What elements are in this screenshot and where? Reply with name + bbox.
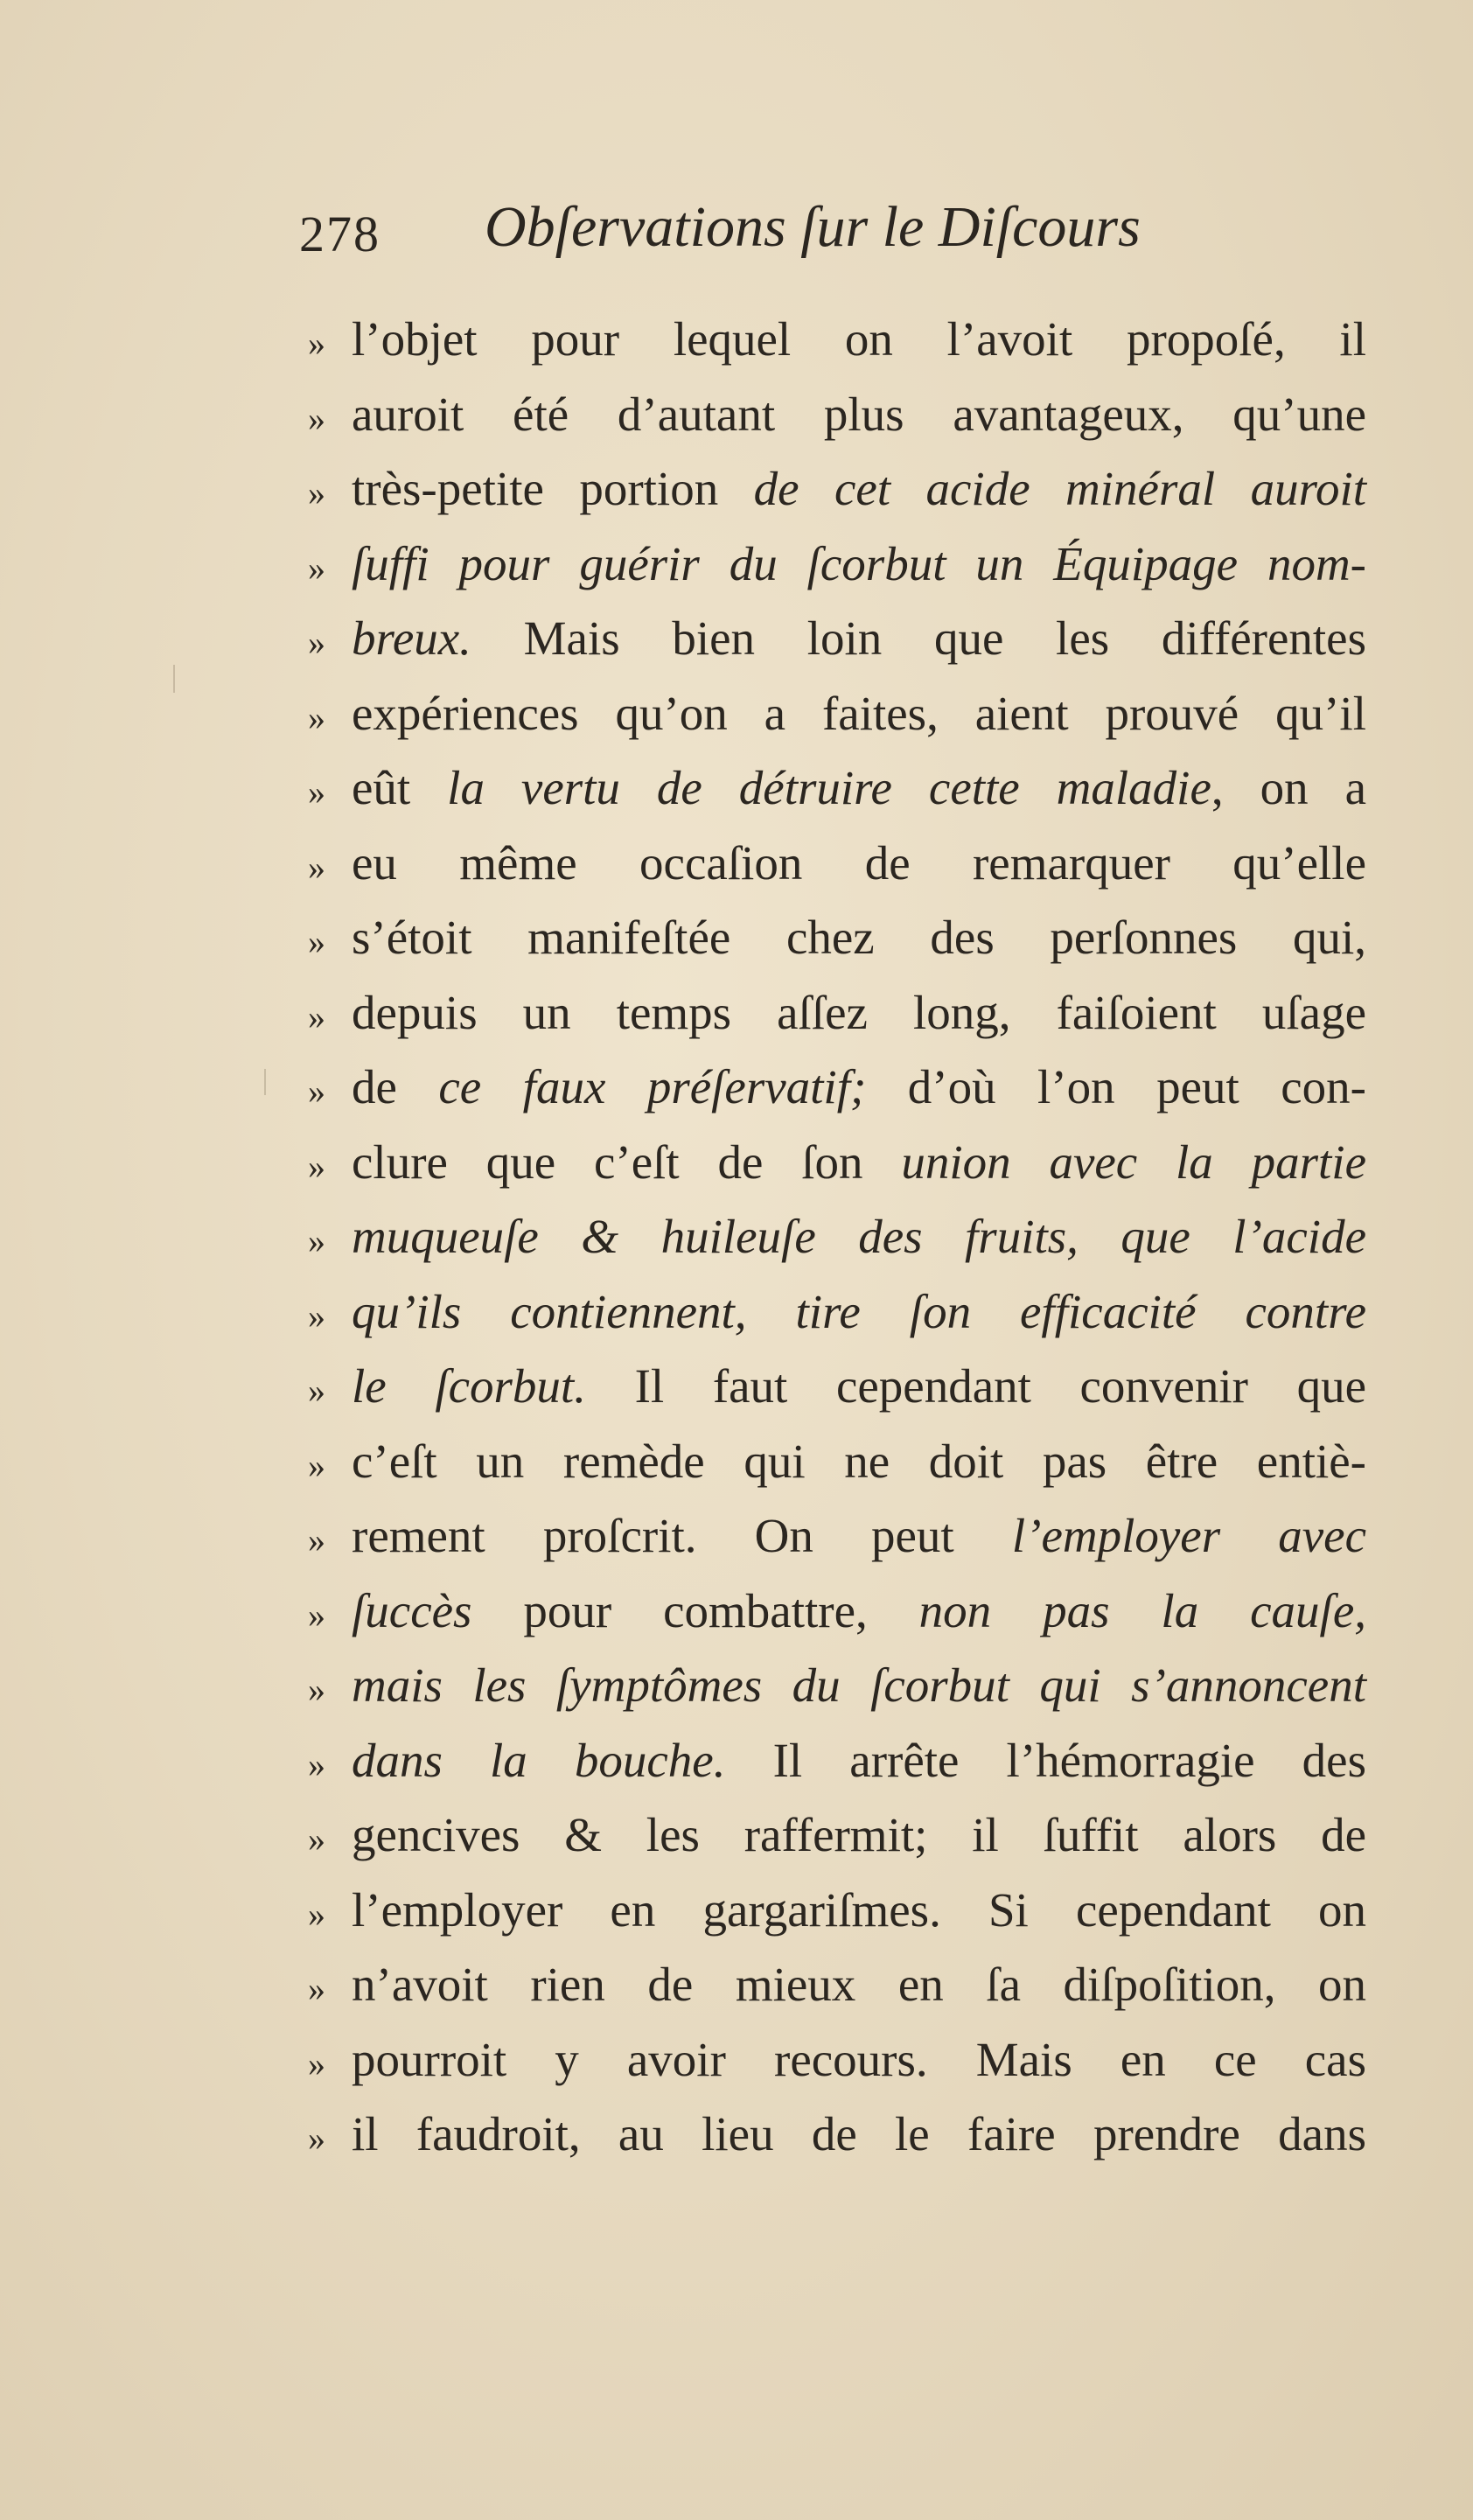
roman-text: très-petite portion (352, 462, 754, 515)
quote-mark: » (308, 697, 325, 737)
quote-mark: » (308, 1819, 325, 1859)
italic-text: l’employer avec (1011, 1509, 1366, 1562)
italic-text: de cet acide minéral auroit (753, 462, 1366, 515)
quote-mark: » (308, 1445, 325, 1485)
text-line (308, 1574, 1366, 1649)
italic-text: la vertu de détruire cette maladie (447, 761, 1211, 814)
italic-text: non pas la cauſe, (918, 1583, 1366, 1637)
text-line (308, 1798, 1366, 1873)
text-line (308, 1349, 1366, 1424)
italic-text: dans la bouche. (352, 1733, 726, 1787)
italic-text: mais les ſymptômes du ſcorbut qui s’annoncent (352, 1658, 1366, 1712)
text-line (308, 1424, 1366, 1499)
margin-rule-mark (264, 1069, 266, 1095)
roman-text: Il faut cependant convenir que (585, 1359, 1366, 1413)
quote-mark: » (308, 2119, 325, 2158)
roman-text: clure que c’eſt de ſon (352, 1134, 902, 1189)
text-line (308, 1125, 1366, 1200)
roman-text: eût (352, 761, 448, 814)
roman-text: s’étoit manifeſtée chez des perſonnes qui, (352, 911, 1366, 964)
quote-mark: » (308, 1146, 325, 1186)
roman-text: l’employer en gargariſmes. Si cependant on (352, 1882, 1366, 1937)
italic-text: ſuccès (352, 1583, 472, 1637)
text-line (308, 2022, 1366, 2098)
quote-mark: » (308, 1670, 325, 1709)
quote-mark: » (308, 996, 325, 1037)
text-line (308, 1648, 1366, 1723)
roman-text: , on a (1211, 761, 1366, 814)
quote-mark: » (308, 772, 325, 812)
text-line (308, 2097, 1366, 2172)
italic-text: qu’ils contiennent, tire ſon efficacité contre (352, 1284, 1366, 1338)
quote-mark: » (308, 548, 325, 588)
quote-mark: » (308, 1894, 325, 1934)
text-line (308, 1947, 1366, 2022)
quote-mark: » (308, 1221, 325, 1260)
text-line (308, 377, 1366, 452)
italic-text: muqueuſe & huileuſe des fruits, que l’acide (352, 1210, 1366, 1263)
text-line (308, 1050, 1366, 1125)
margin-rule-mark (173, 665, 175, 693)
italic-text: ce faux préſervatif; (438, 1060, 867, 1113)
roman-text: expériences qu’on a faites, aient prouvé qu’il (352, 686, 1366, 740)
roman-text: l’objet pour lequel on l’avoit propoſé, il (352, 312, 1366, 366)
quote-mark: » (308, 847, 325, 887)
italic-text: le ſcorbut. (352, 1359, 586, 1413)
roman-text: depuis un temps aſſez long, faiſoient uſage (352, 985, 1366, 1039)
body-text (308, 302, 1366, 2172)
italic-text: breux. (352, 611, 471, 665)
quote-mark: » (308, 1969, 325, 2008)
quote-mark: » (308, 1295, 325, 1336)
quote-mark: » (308, 1595, 325, 1635)
text-line (308, 527, 1366, 602)
text-line (308, 1274, 1366, 1350)
roman-text: de (352, 1060, 439, 1113)
roman-text: d’où l’on peut con- (866, 1060, 1366, 1113)
text-line (308, 1498, 1366, 1574)
text-line (308, 900, 1366, 975)
text-line (308, 975, 1366, 1051)
roman-text: pourroit y avoir recours. Mais en ce cas (352, 2032, 1366, 2086)
text-line (308, 451, 1366, 527)
roman-text: rement proſcrit. On peut (352, 1509, 1012, 1562)
quote-mark: » (308, 623, 325, 662)
quote-mark: » (308, 324, 325, 363)
quote-mark: » (308, 473, 325, 513)
quote-mark: » (308, 398, 325, 438)
page-number: 278 (299, 206, 380, 262)
quote-mark: » (308, 1371, 325, 1410)
text-line (308, 826, 1366, 901)
quote-mark: » (308, 1744, 325, 1784)
roman-text: gencives & les raffermit; il ſuffit alors de (352, 1808, 1366, 1861)
roman-text: n’avoit rien de mieux en ſa diſpoſition, on (352, 1958, 1366, 2011)
page-header (299, 194, 1384, 282)
roman-text: auroit été d’autant plus avantageux, qu’une (352, 387, 1366, 441)
quote-mark: » (308, 1072, 325, 1111)
roman-text: Il arrête l’hémorragie des (725, 1733, 1366, 1787)
roman-text: c’eſt un remède qui ne doit pas être entiè- (352, 1434, 1366, 1488)
italic-text: union avec la partie (901, 1134, 1366, 1189)
roman-text: eu même occaſion de remarquer qu’elle (352, 835, 1366, 890)
roman-text: Mais bien loin que les différentes (471, 611, 1366, 665)
quote-mark: » (308, 922, 325, 961)
text-line (308, 302, 1366, 377)
text-line (308, 1873, 1366, 1948)
text-line (308, 750, 1366, 826)
running-title: Obſervations ſur le Diſcours (485, 195, 1141, 259)
roman-text: pour combattre, (471, 1583, 919, 1637)
text-line (308, 601, 1366, 676)
italic-text: ſuffi pour guérir du ſcorbut un Équipage nom- (352, 536, 1366, 590)
roman-text: il faudroit, au lieu de le faire prendre dans (352, 2107, 1366, 2160)
quote-mark: » (308, 2043, 325, 2084)
text-line (308, 1723, 1366, 1798)
text-line (308, 676, 1366, 751)
quote-mark: » (308, 1520, 325, 1560)
text-line (308, 1199, 1366, 1274)
